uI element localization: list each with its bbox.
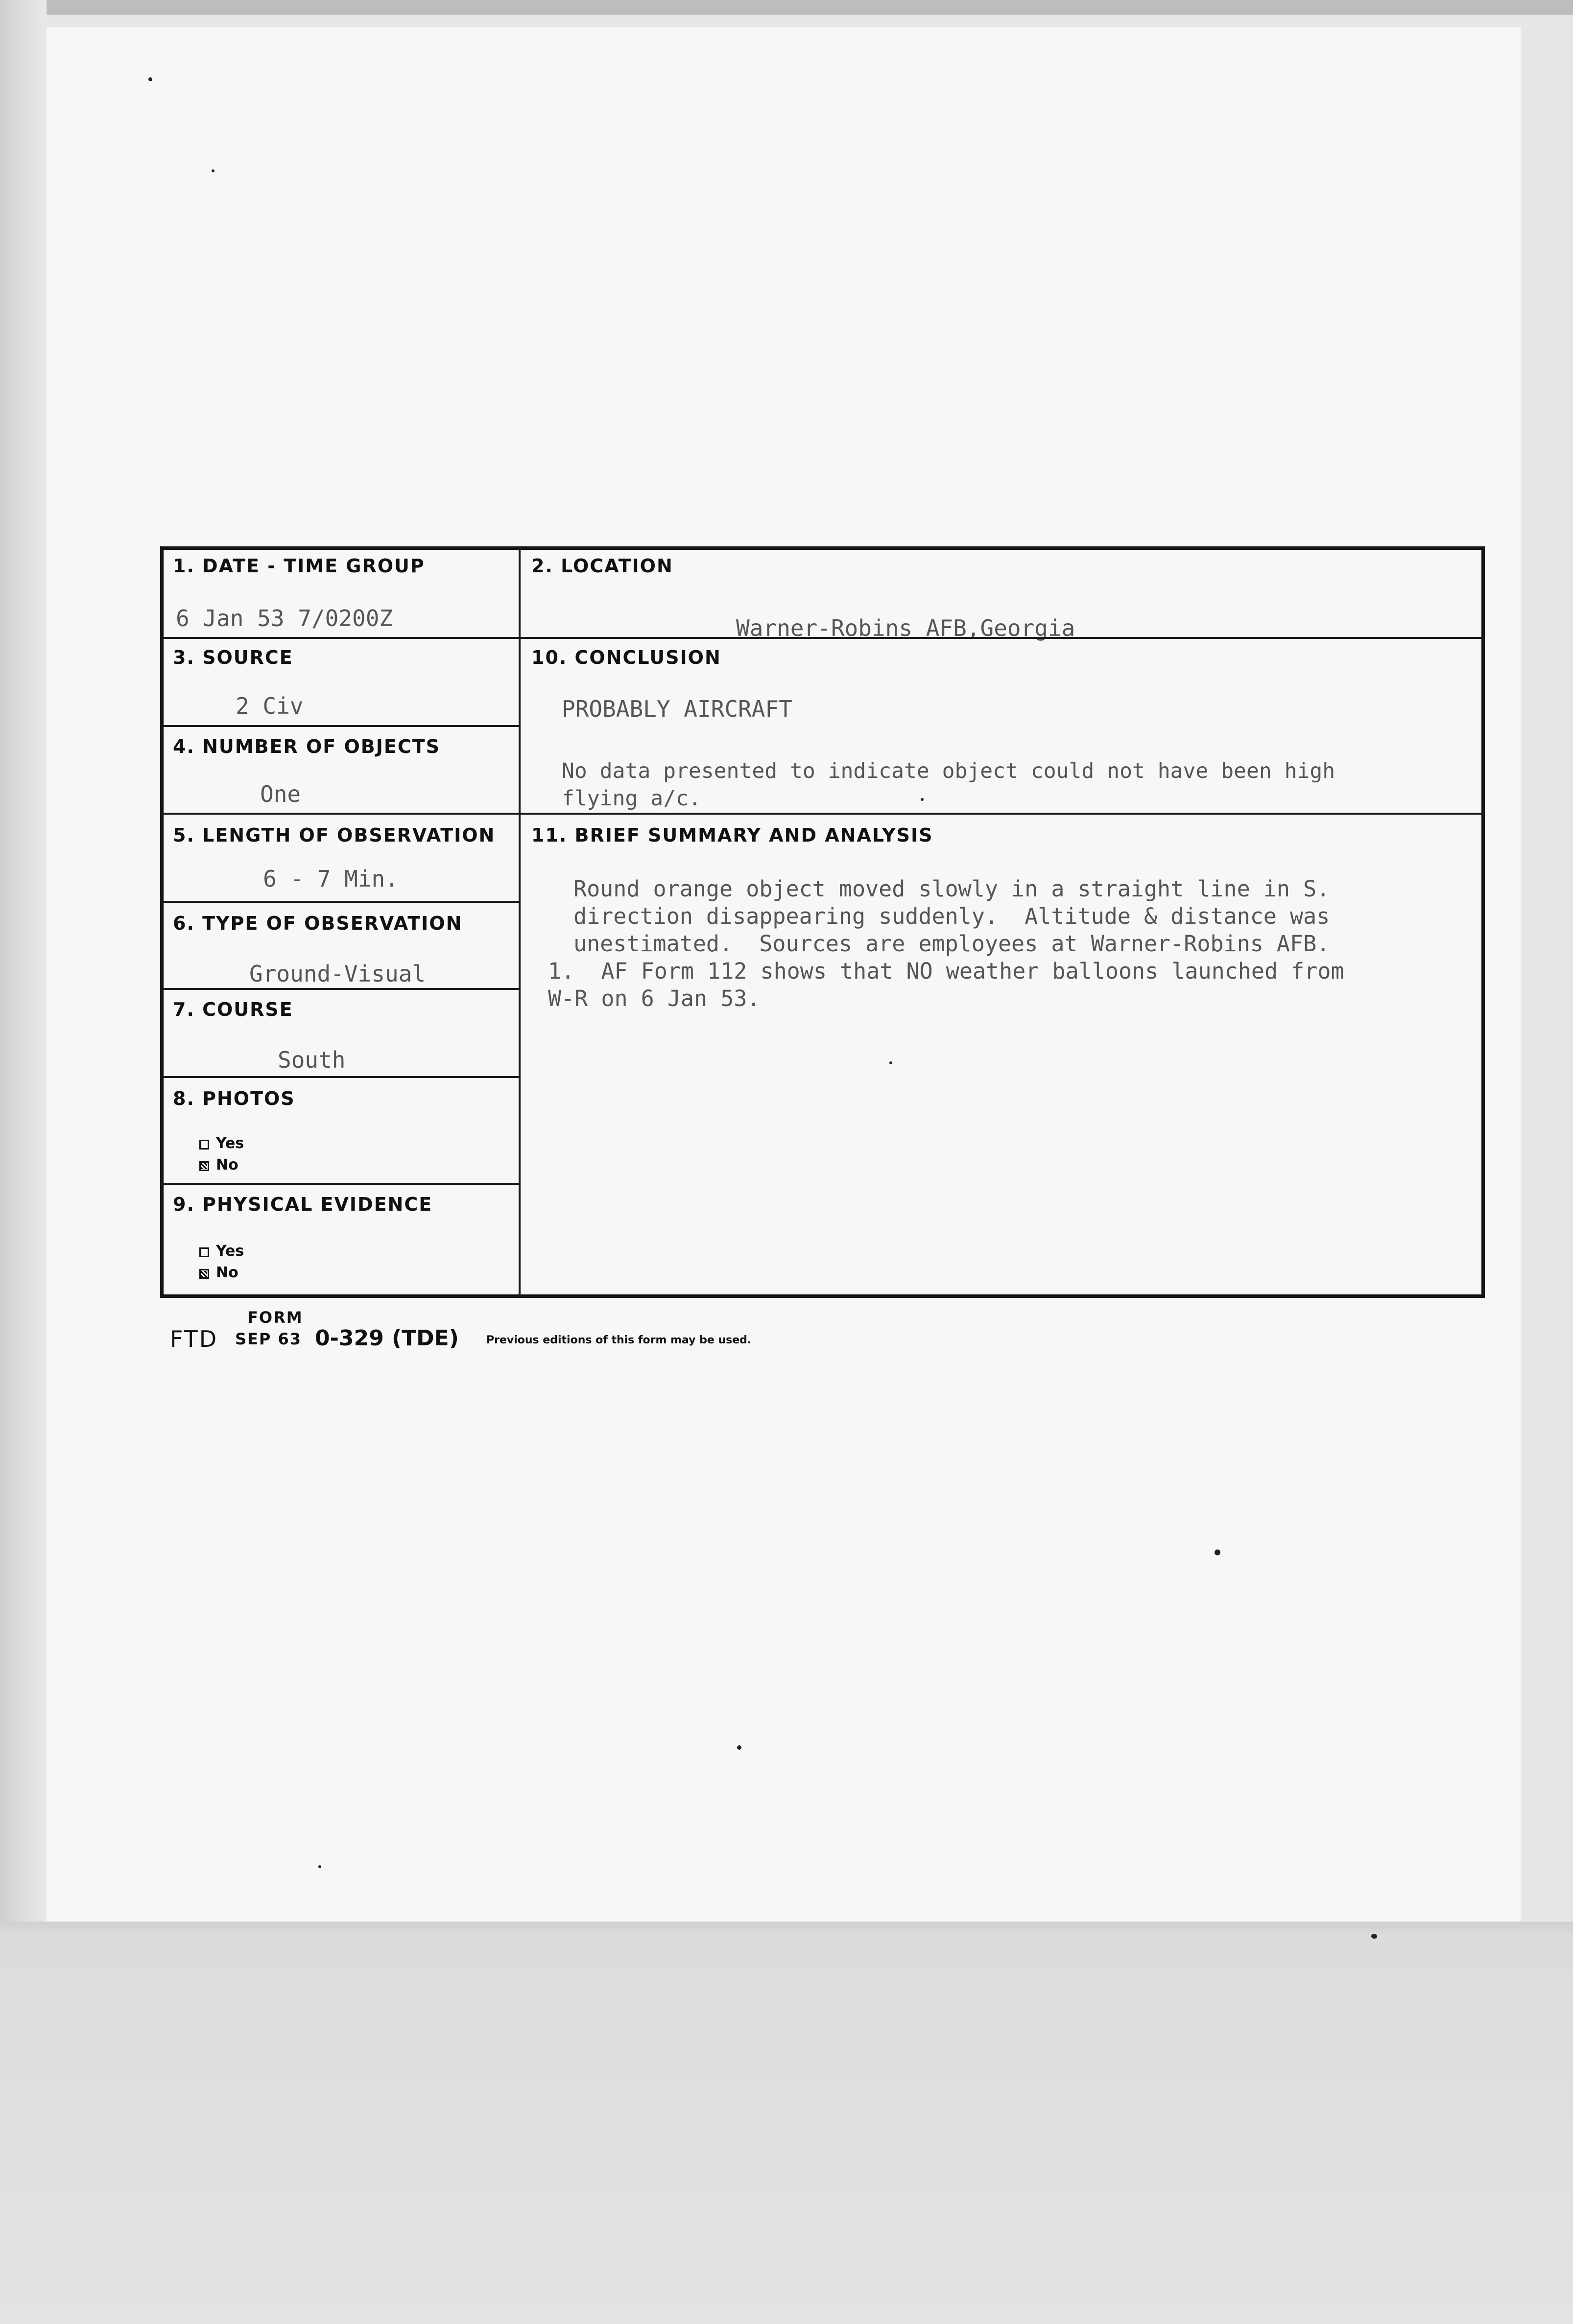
- physical-evidence-no-checkbox[interactable]: [199, 1269, 209, 1279]
- physical-evidence-yes-checkbox[interactable]: [199, 1247, 209, 1257]
- length-of-observation-label: 5. LENGTH OF OBSERVATION: [173, 824, 496, 846]
- type-of-observation-label: 6. TYPE OF OBSERVATION: [173, 913, 463, 934]
- number-of-objects-cell: [160, 725, 521, 815]
- length-of-observation-cell: [160, 813, 521, 903]
- physical-evidence-no-label: No: [216, 1264, 238, 1281]
- type-of-observation-cell: [160, 901, 521, 990]
- summary-cell: [519, 813, 1485, 1298]
- course-cell: [160, 988, 521, 1078]
- physical-evidence-yes-option[interactable]: [199, 1243, 244, 1260]
- scan-lower-band: [0, 1922, 1573, 2324]
- photos-yes-checkbox[interactable]: [199, 1140, 209, 1150]
- photos-yes-label: Yes: [216, 1135, 244, 1152]
- source-label: 3. SOURCE: [173, 647, 293, 668]
- type-of-observation-value: Ground-Visual: [249, 961, 426, 987]
- scan-speck: [212, 169, 214, 172]
- physical-evidence-label: 9. PHYSICAL EVIDENCE: [173, 1194, 433, 1215]
- source-cell: [160, 637, 521, 727]
- conclusion-label: 10. CONCLUSION: [531, 647, 721, 668]
- location-label: 2. LOCATION: [531, 555, 673, 577]
- photos-no-option[interactable]: [199, 1156, 238, 1174]
- date-time-label: 1. DATE - TIME GROUP: [173, 555, 425, 577]
- scan-speck: [889, 1061, 892, 1064]
- summary-line-4: 1. AF Form 112 shows that NO weather balloons launched from: [548, 958, 1344, 984]
- conclusion-cell: [519, 637, 1485, 815]
- course-label: 7. COURSE: [173, 999, 293, 1020]
- footer-ftd: FTD: [170, 1326, 218, 1352]
- physical-evidence-cell: [160, 1183, 521, 1298]
- number-of-objects-label: 4. NUMBER OF OBJECTS: [173, 736, 441, 757]
- location-cell: [519, 546, 1485, 639]
- course-value: South: [278, 1047, 346, 1073]
- date-time-cell: [160, 546, 521, 639]
- footer-note: Previous editions of this form may be used.: [486, 1334, 752, 1346]
- summary-line-1: Round orange object moved slowly in a straight line in S.: [573, 876, 1330, 902]
- physical-evidence-no-option[interactable]: [199, 1264, 238, 1281]
- photos-cell: [160, 1076, 521, 1185]
- scan-speck: [148, 77, 152, 81]
- scan-speck: [737, 1745, 741, 1750]
- scan-speck: [1371, 1934, 1377, 1939]
- conclusion-text-line-2: flying a/c.: [562, 786, 701, 811]
- conclusion-headline: PROBABLY AIRCRAFT: [562, 696, 792, 722]
- photos-yes-option[interactable]: [199, 1135, 244, 1152]
- source-value: 2 Civ: [236, 693, 304, 719]
- conclusion-text-line-1: No data presented to indicate object could not have been high: [562, 759, 1335, 783]
- footer-office: (TDE): [392, 1326, 459, 1351]
- summary-line-5: W-R on 6 Jan 53.: [548, 986, 761, 1011]
- scan-speck: [1215, 1549, 1220, 1555]
- scan-speck: [318, 1865, 321, 1868]
- footer-form-number: 0-329: [315, 1326, 384, 1351]
- photos-no-checkbox[interactable]: [199, 1161, 209, 1171]
- summary-line-2: direction disappearing suddenly. Altitude & distance was: [573, 903, 1330, 929]
- photos-no-label: No: [216, 1156, 238, 1174]
- scan-speck: [921, 798, 924, 801]
- location-value: Warner-Robins AFB,Georgia: [736, 615, 1075, 641]
- summary-label: 11. BRIEF SUMMARY AND ANALYSIS: [531, 824, 933, 846]
- photos-label: 8. PHOTOS: [173, 1088, 295, 1109]
- scan-top-edge: [0, 0, 1573, 15]
- length-of-observation-value: 6 - 7 Min.: [263, 866, 399, 892]
- footer-date-code: SEP 63: [235, 1330, 302, 1348]
- summary-line-3: unestimated. Sources are employees at Warner-Robins AFB.: [573, 931, 1330, 957]
- number-of-objects-value: One: [260, 781, 301, 807]
- physical-evidence-yes-label: Yes: [216, 1243, 244, 1260]
- date-time-value: 6 Jan 53 7/0200Z: [176, 605, 393, 632]
- scan-left-edge: [0, 0, 47, 1939]
- footer-form-word: FORM: [247, 1308, 303, 1327]
